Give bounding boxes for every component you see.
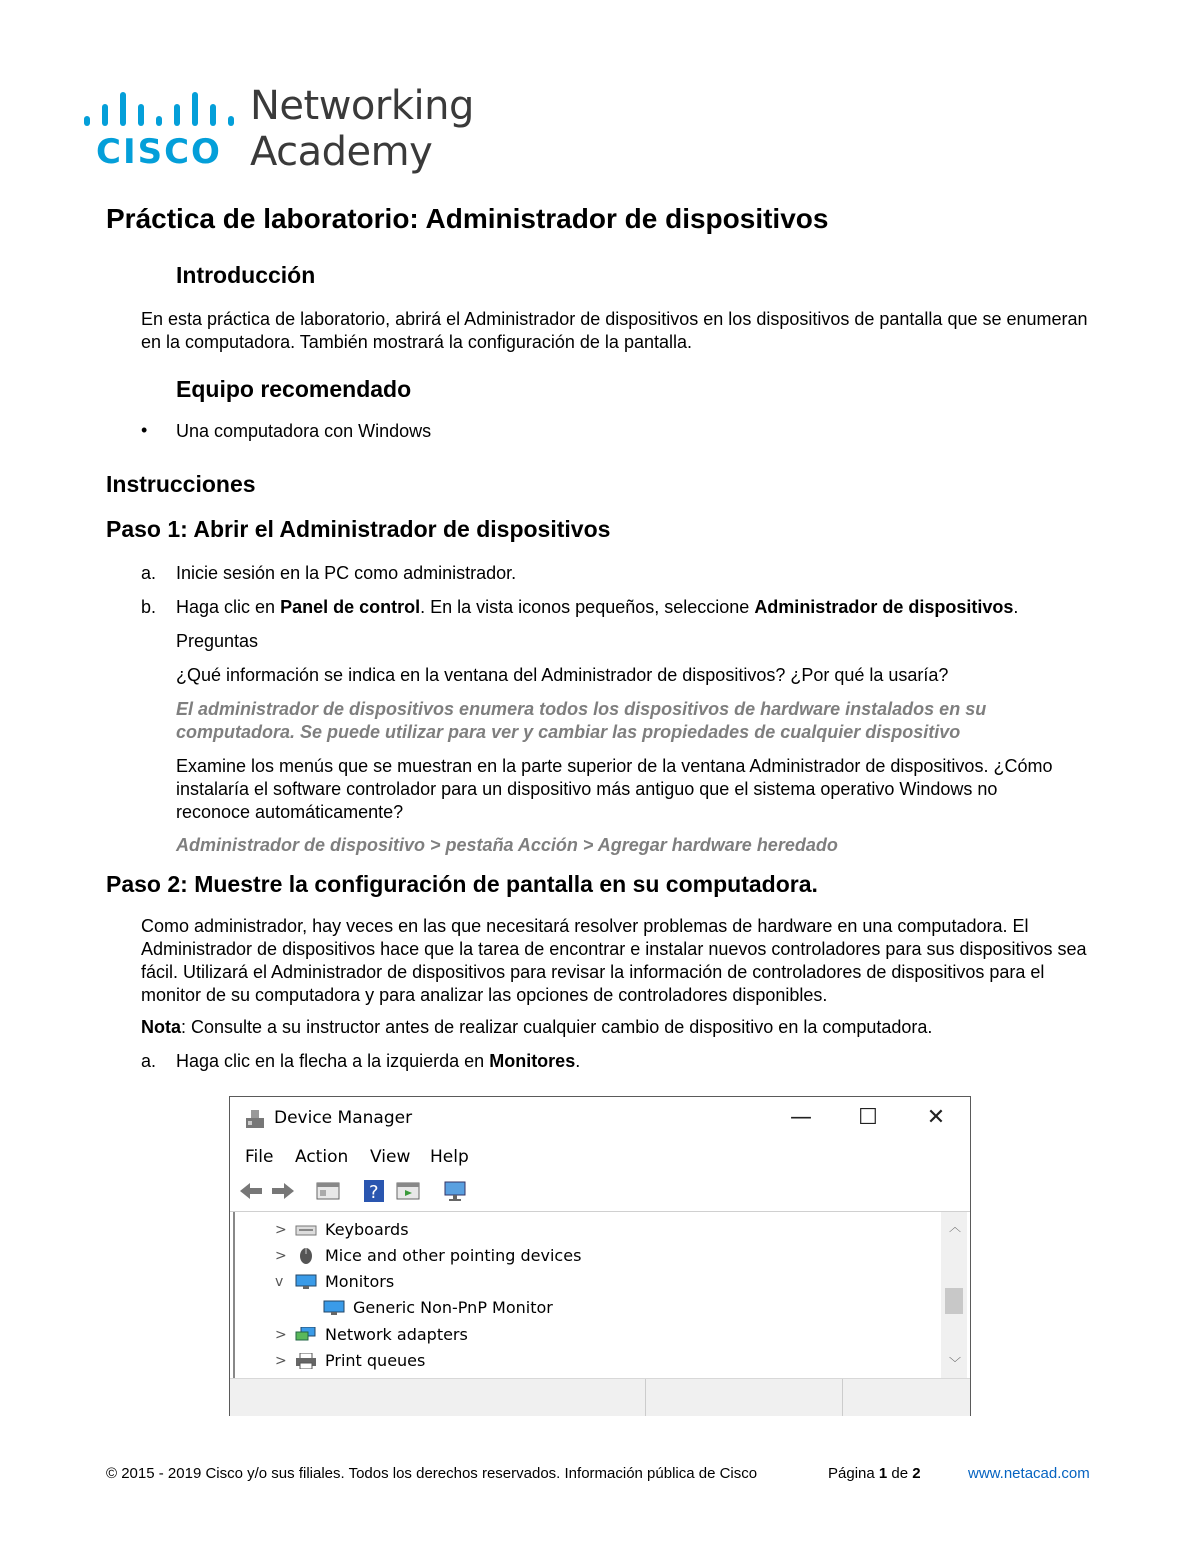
scrollbar-thumb[interactable] <box>945 1288 963 1314</box>
scroll-up-icon[interactable]: ︿ <box>949 1220 962 1234</box>
forward-arrow-icon[interactable] <box>270 1179 296 1203</box>
minimize-button[interactable]: — <box>790 1105 812 1130</box>
step1-b-label: b. <box>141 597 157 617</box>
properties-icon[interactable] <box>315 1179 341 1203</box>
equipment-heading: Equipo recomendado <box>176 376 412 402</box>
question-1: ¿Qué información se indica en la ventana del Administrador de dispositivos? ¿Por qué la usaría? <box>176 665 949 685</box>
scroll-down-icon[interactable]: ﹀ <box>949 1356 962 1370</box>
network-icon <box>295 1327 317 1343</box>
mouse-icon <box>295 1248 317 1264</box>
footer-copyright: © 2015 - 2019 Cisco y/o sus filiales. Todos los derechos reservados. Información pública de Cisco <box>106 1465 758 1482</box>
step1-b-text: Haga clic en Panel de control. En la vista iconos pequeños, seleccione Administrador de dispositivos. <box>176 597 1019 617</box>
answer-2: Administrador de dispositivo > pestaña Acción > Agregar hardware heredado <box>176 835 838 855</box>
svg-text:?: ? <box>369 1182 379 1203</box>
device-manager-icon <box>244 1108 266 1130</box>
printer-icon <box>295 1353 317 1369</box>
chevron-right-icon[interactable]: > <box>275 1248 287 1264</box>
intro-heading: Introducción <box>176 262 316 288</box>
instructions-heading: Instrucciones <box>106 471 256 497</box>
chevron-down-icon[interactable]: v <box>275 1274 284 1290</box>
device-manager-window <box>229 1096 971 1416</box>
step1-a-text: Inicie sesión en la PC como administrador. <box>176 563 517 583</box>
device-tree <box>233 1212 943 1378</box>
help-icon[interactable] <box>362 1179 388 1203</box>
cisco-bars-icon <box>84 86 234 126</box>
page-title: Práctica de laboratorio: Administrador de dispositivos <box>106 203 829 234</box>
scan-hardware-icon[interactable] <box>442 1179 468 1203</box>
answer-1: El administrador de dispositivos enumera todos los dispositivos de hardware instalados en su computadora. Se puede utilizar para ver y cambiar las propiedades de cualquier dispositivo <box>176 699 987 742</box>
tree-item-print-queues[interactable] <box>235 1348 935 1374</box>
equipment-item: Una computadora con Windows <box>176 421 432 441</box>
menu-help[interactable]: Help <box>430 1147 469 1167</box>
chevron-right-icon[interactable]: > <box>275 1327 287 1343</box>
step1-heading: Paso 1: Abrir el Administrador de dispositivos <box>106 516 611 542</box>
step2-a-label: a. <box>141 1051 157 1071</box>
close-button[interactable]: ✕ <box>926 1105 946 1130</box>
back-arrow-icon[interactable] <box>238 1179 264 1203</box>
keyboard-icon <box>295 1222 317 1238</box>
menu-file[interactable]: File <box>245 1147 274 1167</box>
intro-text: En esta práctica de laboratorio, abrirá el Administrador de dispositivos en los dispositivos de pantalla que se enumeran en la computadora. También mostrará la configuración de la pantalla. <box>141 309 1088 352</box>
tree-item-monitors[interactable] <box>235 1269 935 1295</box>
chevron-right-icon[interactable]: > <box>275 1222 287 1238</box>
note-label: Nota <box>141 1017 181 1037</box>
monitor-icon <box>295 1274 317 1290</box>
menu-bar <box>230 1139 970 1173</box>
tree-item-network-adapters[interactable] <box>235 1322 935 1348</box>
monitor-icon <box>323 1300 345 1316</box>
tree-item-keyboards[interactable] <box>235 1217 935 1243</box>
footer-page: Página 1 de 2 <box>828 1465 921 1482</box>
control-panel-bold: Panel de control <box>280 597 421 617</box>
tree-label: Mice and other pointing devices <box>325 1246 582 1265</box>
tree-label: Print queues <box>325 1351 426 1370</box>
status-bar <box>230 1378 970 1416</box>
cisco-networking-academy-logo <box>82 83 482 186</box>
note: Nota: Consulte a su instructor antes de realizar cualquier cambio de dispositivo en la computadora. <box>141 1017 933 1037</box>
window-title: Device Manager <box>274 1108 413 1128</box>
title-bar <box>230 1097 970 1139</box>
toolbar <box>230 1173 970 1212</box>
tree-label: Monitors <box>325 1272 395 1291</box>
step2-a-text: Haga clic en la flecha a la izquierda en Monitores. <box>176 1051 581 1071</box>
maximize-button[interactable]: ☐ <box>858 1105 878 1130</box>
step1-a-label: a. <box>141 563 157 583</box>
chevron-right-icon[interactable]: > <box>275 1353 287 1369</box>
questions-label: Preguntas <box>176 631 259 651</box>
menu-action[interactable]: Action <box>295 1147 349 1167</box>
update-driver-icon[interactable] <box>395 1179 421 1203</box>
bullet-icon: • <box>141 420 148 440</box>
tree-label: Network adapters <box>325 1325 468 1344</box>
device-manager-bold: Administrador de dispositivos <box>754 597 1014 617</box>
vertical-scrollbar[interactable] <box>941 1212 967 1378</box>
tree-label: Keyboards <box>325 1220 409 1239</box>
menu-view[interactable]: View <box>370 1147 411 1167</box>
tree-item-generic-monitor[interactable] <box>235 1295 935 1321</box>
logo-academy: Academy <box>250 129 433 175</box>
footer-link[interactable]: www.netacad.com <box>968 1465 1090 1482</box>
cisco-wordmark: CISCO <box>96 132 222 172</box>
logo-networking: Networking <box>250 83 474 129</box>
monitors-bold: Monitores <box>489 1051 576 1071</box>
step2-text: Como administrador, hay veces en las que necesitará resolver problemas de hardware en una computadora. El Administrador de dispositivos hace que la tarea de encontrar e instalar nuevos controladores para sus dispositivos sea fácil. Utilizará el Administrador de dispositivos para revisar la información de controladores de dispositivos para el monitor de su computadora y para analizar las opciones de controladores disponibles. <box>141 916 1087 1005</box>
step2-heading: Paso 2: Muestre la configuración de pantalla en su computadora. <box>106 871 818 897</box>
tree-item-mice[interactable] <box>235 1243 935 1269</box>
question-2: Examine los menús que se muestran en la parte superior de la ventana Administrador de dispositivos. ¿Cómo instalaría el software controlador para un dispositivo más antiguo que el sistema operativo Windows no reconoce automáticamente? <box>176 756 1053 822</box>
tree-label: Generic Non-PnP Monitor <box>353 1298 553 1317</box>
